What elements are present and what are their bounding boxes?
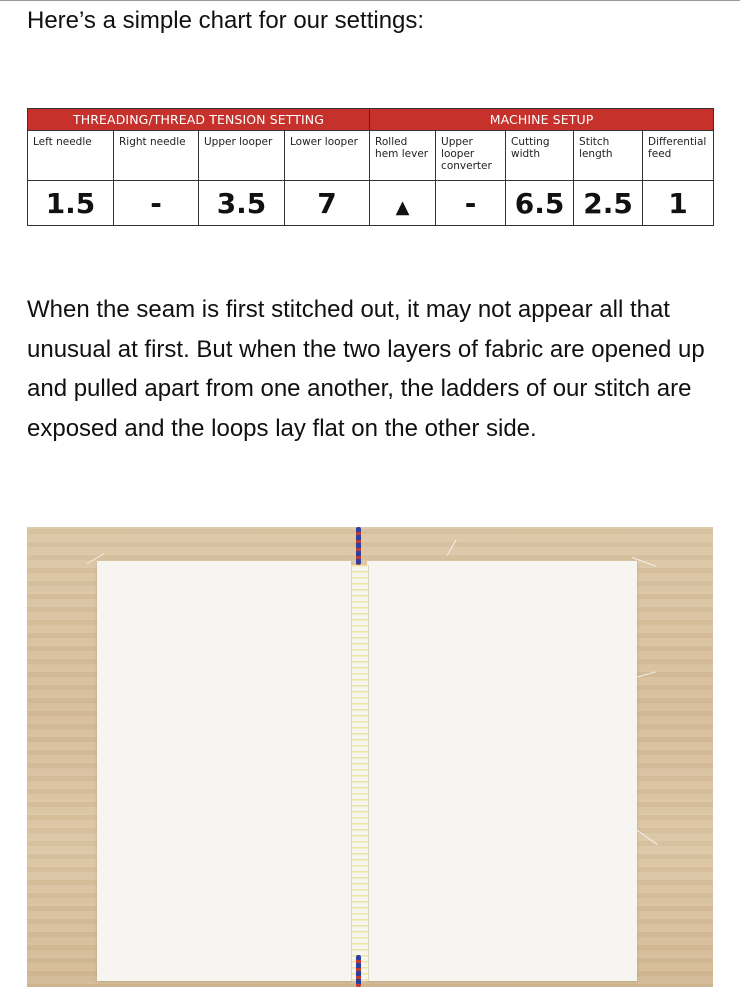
column-label-row — [28, 131, 714, 181]
label-right-needle: Right needle — [114, 131, 199, 181]
label-left-needle: Left needle — [28, 131, 114, 181]
value-upper-looper: 3.5 — [199, 181, 285, 226]
value-left-needle: 1.5 — [28, 181, 114, 226]
thread-tail-bottom — [356, 955, 361, 987]
fabric-left-panel — [97, 561, 351, 981]
label-cutting-width: Cutting width — [506, 131, 574, 181]
label-upper-looper-converter: Upper looper converter — [436, 131, 506, 181]
label-upper-looper: Upper looper — [199, 131, 285, 181]
value-cutting-width: 6.5 — [506, 181, 574, 226]
label-rolled-hem-lever: Rolled hem lever — [370, 131, 436, 181]
fabric-right-panel — [367, 561, 637, 981]
label-stitch-length: Stitch length — [574, 131, 643, 181]
value-upper-looper-converter: - — [436, 181, 506, 226]
body-paragraph: When the seam is first stitched out, it may not appear all that unusual at first. But when the two layers of fabric are opened up and pulled apart from one another, the ladders of our stitch are exposed and the loops lay flat on the other side. — [27, 296, 705, 442]
value-row — [28, 181, 714, 226]
triangle-up-icon: ▲ — [395, 196, 410, 218]
top-divider — [0, 0, 740, 1]
thread-tail-top — [356, 527, 361, 565]
value-rolled-hem-lever — [370, 181, 436, 226]
value-stitch-length: 2.5 — [574, 181, 643, 226]
flatlock-ladder-seam — [351, 565, 369, 981]
label-differential-feed: Differential feed — [643, 131, 714, 181]
group-header-machine-setup: MACHINE SETUP — [370, 109, 714, 131]
settings-table — [27, 108, 714, 226]
seam-photo — [27, 527, 713, 987]
label-lower-looper: Lower looper — [285, 131, 370, 181]
value-lower-looper: 7 — [285, 181, 370, 226]
group-header-threading: THREADING/THREAD TENSION SETTING — [28, 109, 370, 131]
intro-text: Here’s a simple chart for our settings: — [27, 7, 425, 34]
value-right-needle: - — [114, 181, 199, 226]
value-differential-feed: 1 — [643, 181, 714, 226]
group-header-row — [28, 109, 714, 131]
